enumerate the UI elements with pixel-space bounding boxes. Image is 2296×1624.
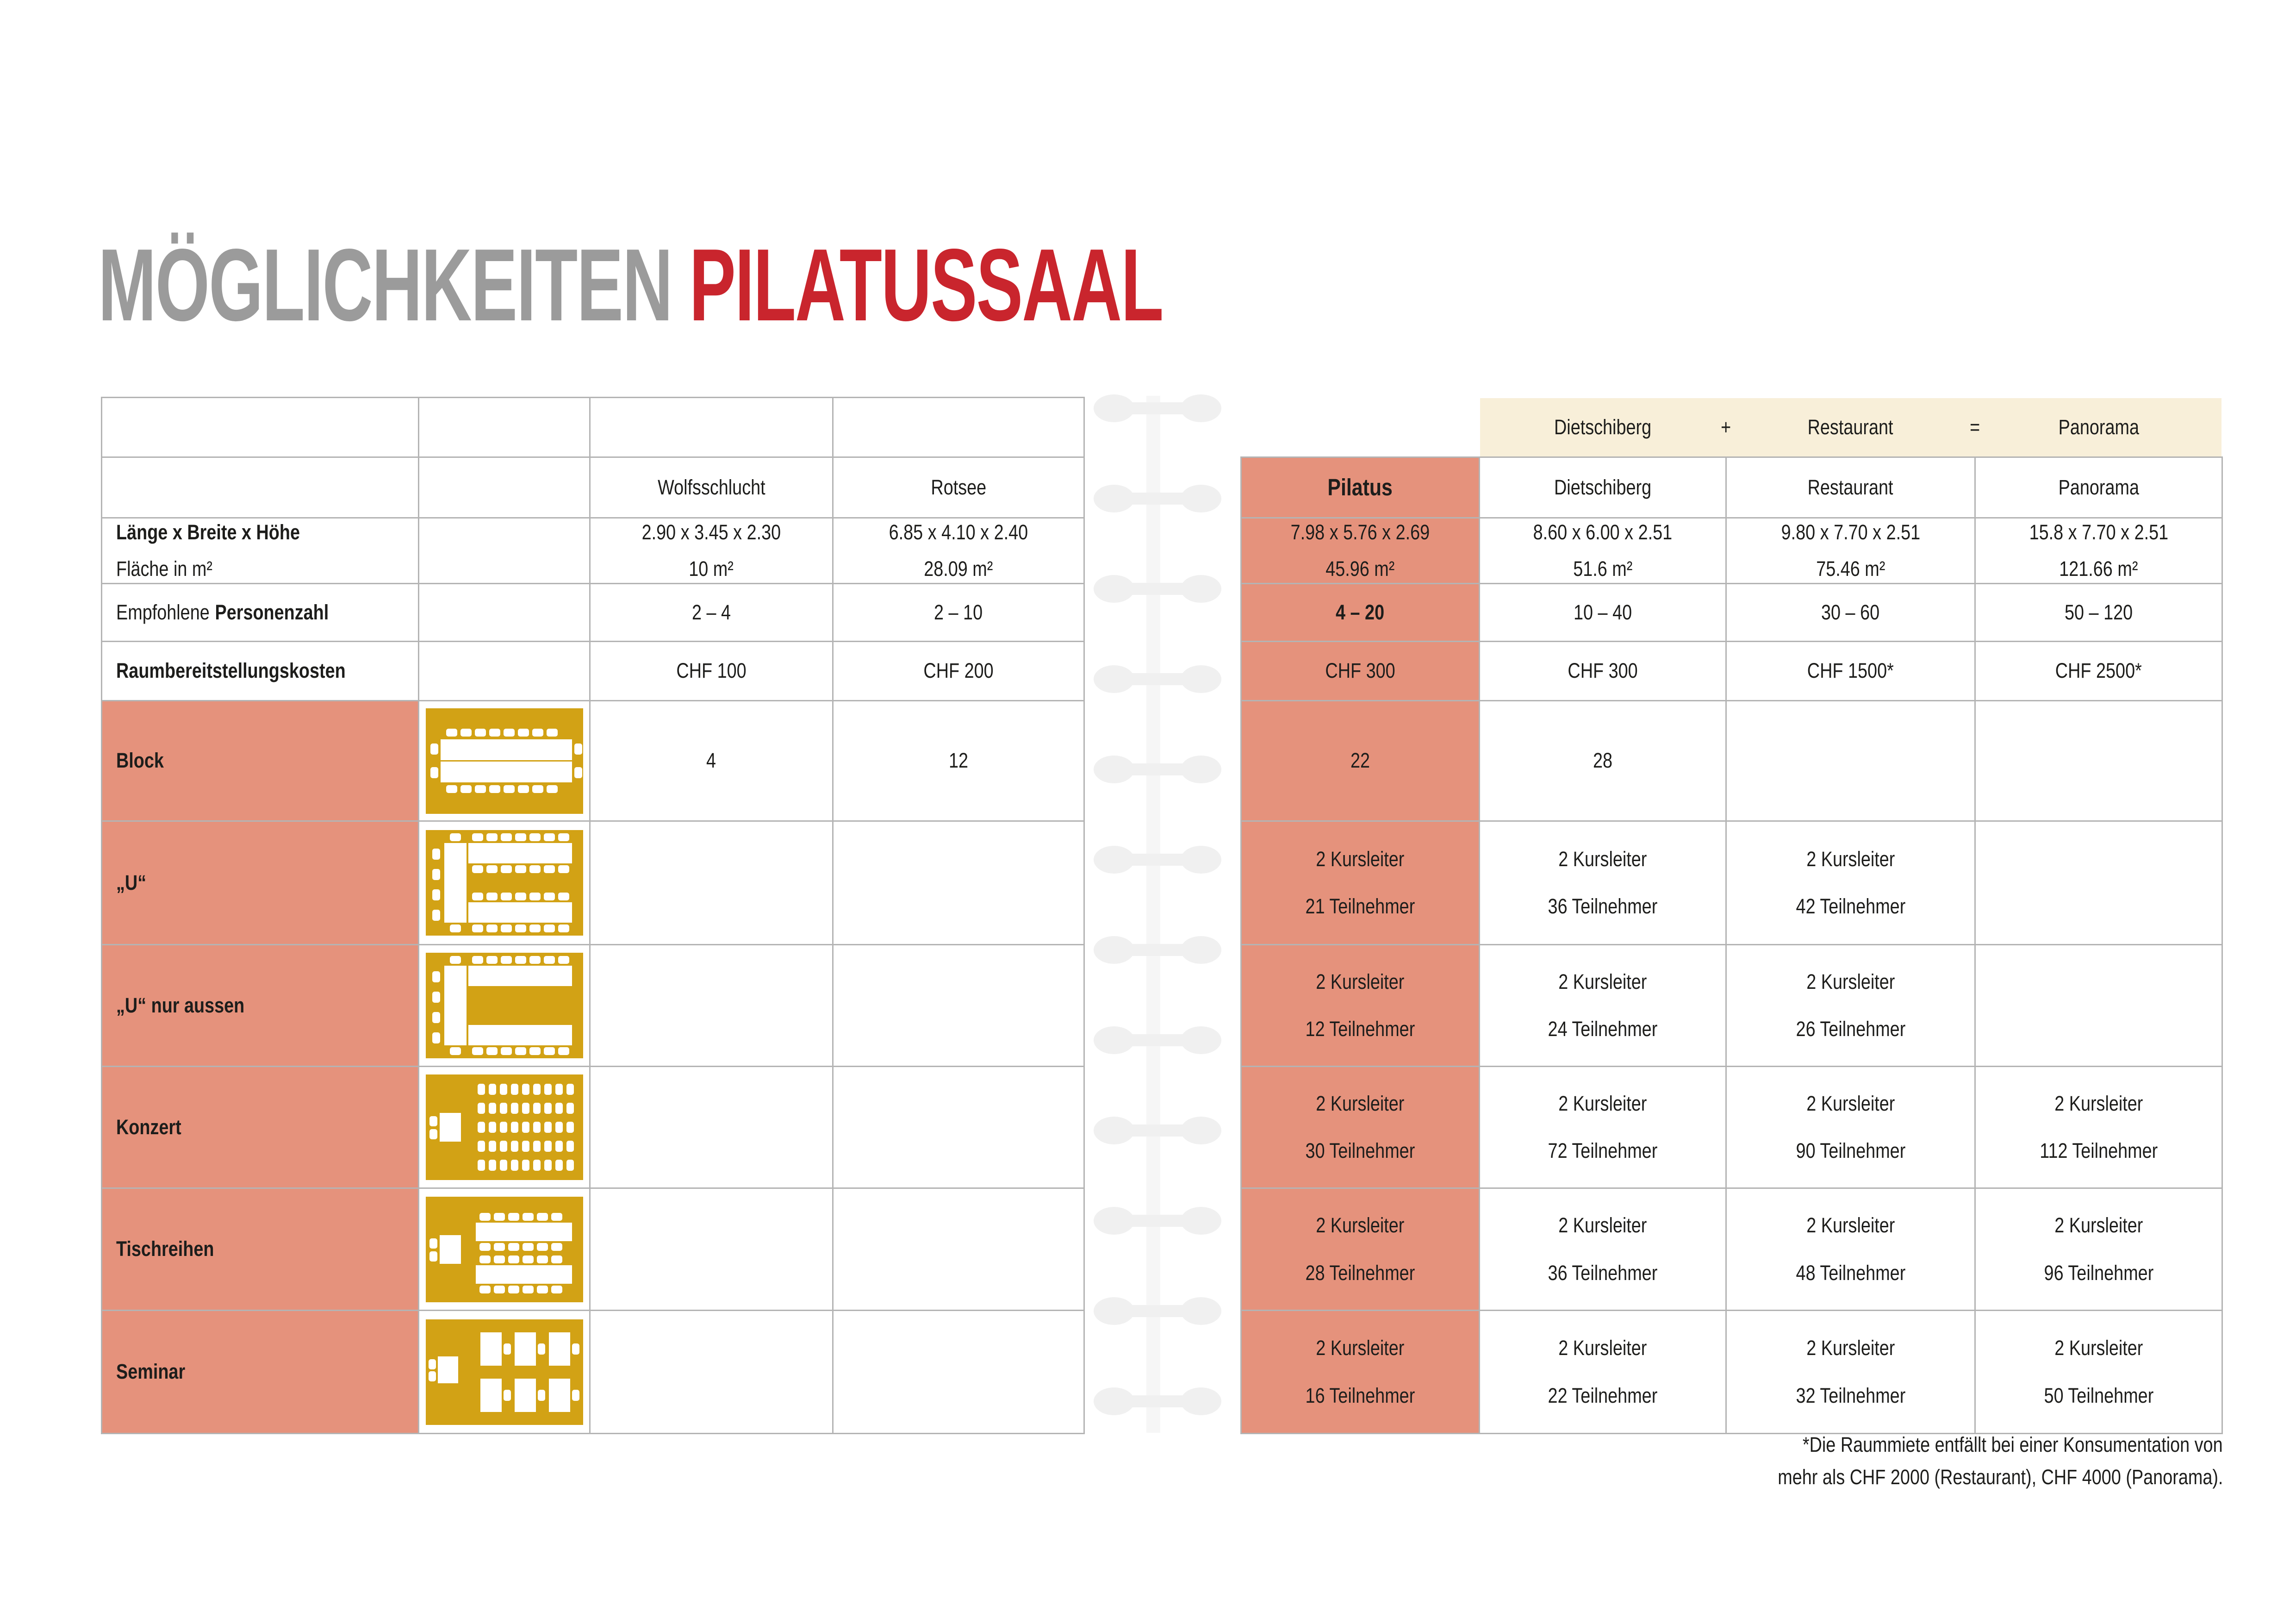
cell-pilatus-persons: 4 – 20 <box>1242 584 1479 641</box>
footnote: *Die Raummiete entfällt bei einer Konsumentation von mehr als CHF 2000 (Restaurant), CHF 4000 (Panorama). <box>1777 1433 2223 1489</box>
icon-cell-u-aussen <box>419 945 589 1066</box>
small-rooms-table <box>101 397 1085 1434</box>
cell-restaurant-dimensions: 9.80 x 7.70 x 2.51 75.46 m² <box>1727 518 1974 583</box>
icon-cell-block <box>419 701 589 820</box>
cell-dietschiberg-u-aussen: 2 Kursleiter 24 Teilnehmer <box>1480 945 1725 1066</box>
row-label-block: Block <box>102 701 418 820</box>
cell-panorama-u <box>1976 822 2221 944</box>
cell-rotsee-cost: CHF 200 <box>834 642 1083 700</box>
cell-rotsee-tischreihen <box>834 1189 1083 1310</box>
seminar-seating-icon <box>426 1319 583 1425</box>
cell-dietschiberg-block: 28 <box>1480 701 1725 820</box>
cell-rotsee-block: 12 <box>834 701 1083 820</box>
cell-wolfsschlucht-cost: CHF 100 <box>591 642 832 700</box>
cell-panorama-konzert: 2 Kursleiter 112 Teilnehmer <box>1976 1067 2221 1187</box>
row-label-u: „U“ <box>102 822 418 944</box>
cell-panorama-tischreihen: 2 Kursleiter 96 Teilnehmer <box>1976 1189 2221 1310</box>
row-label-persons: Empfohlene Personenzahl <box>102 584 418 641</box>
cell-wolfsschlucht-seminar <box>591 1311 832 1433</box>
cell-restaurant-seminar: 2 Kursleiter 32 Teilnehmer <box>1727 1311 1974 1433</box>
page-title-red: PILATUSSAAL <box>689 228 1163 343</box>
cell-restaurant-cost: CHF 1500* <box>1727 642 1974 700</box>
cell-pilatus-dimensions: 7.98 x 5.76 x 2.69 45.96 m² <box>1242 518 1479 583</box>
cell-pilatus-seminar: 2 Kursleiter 16 Teilnehmer <box>1242 1311 1479 1433</box>
cell-wolfsschlucht-u <box>591 822 832 944</box>
cell-pilatus-u: 2 Kursleiter 21 Teilnehmer <box>1242 822 1479 944</box>
cell-panorama-persons: 50 – 120 <box>1976 584 2221 641</box>
cell-dietschiberg-konzert: 2 Kursleiter 72 Teilnehmer <box>1480 1067 1725 1187</box>
col-header-pilatus: Pilatus <box>1242 458 1479 517</box>
table-rows-seating-icon <box>426 1197 583 1302</box>
cell-restaurant-block <box>1727 701 1974 820</box>
cell-restaurant-u-aussen: 2 Kursleiter 26 Teilnehmer <box>1727 945 1974 1066</box>
cell-pilatus-u-aussen: 2 Kursleiter 12 Teilnehmer <box>1242 945 1479 1066</box>
pilatus-table-grid <box>1240 456 2223 1434</box>
combination-header-band <box>1480 398 2221 456</box>
plus-sign: + <box>1721 415 1731 439</box>
cell-restaurant-konzert: 2 Kursleiter 90 Teilnehmer <box>1727 1067 1974 1187</box>
cell-dietschiberg-tischreihen: 2 Kursleiter 36 Teilnehmer <box>1480 1189 1725 1310</box>
row-label-cost: Raumbereitstellungskosten <box>102 642 418 700</box>
empty-cell <box>102 458 418 517</box>
col-header-restaurant: Restaurant <box>1727 458 1974 517</box>
cell-pilatus-tischreihen: 2 Kursleiter 28 Teilnehmer <box>1242 1189 1479 1310</box>
cell-pilatus-block: 22 <box>1242 701 1479 820</box>
cell-rotsee-u-aussen <box>834 945 1083 1066</box>
empty-cell <box>419 398 589 456</box>
concert-seating-icon <box>426 1074 583 1180</box>
icon-cell-seminar <box>419 1311 589 1433</box>
cell-restaurant-u: 2 Kursleiter 42 Teilnehmer <box>1727 822 1974 944</box>
cell-panorama-u-aussen <box>1976 945 2221 1066</box>
cell-wolfsschlucht-tischreihen <box>591 1189 832 1310</box>
band-dietschiberg: Dietschiberg <box>1554 415 1652 439</box>
row-label-dimensions: Länge x Breite x Höhe Fläche in m² <box>102 518 418 583</box>
cell-wolfsschlucht-persons: 2 – 4 <box>591 584 832 641</box>
cell-restaurant-persons: 30 – 60 <box>1727 584 1974 641</box>
cell-rotsee-konzert <box>834 1067 1083 1187</box>
band-panorama: Panorama <box>2058 415 2139 439</box>
page-title <box>98 228 1163 343</box>
row-label-konzert: Konzert <box>102 1067 418 1187</box>
icon-cell-tischreihen <box>419 1189 589 1310</box>
block-seating-icon <box>426 708 583 814</box>
cell-pilatus-cost: CHF 300 <box>1242 642 1479 700</box>
cell-rotsee-dimensions: 6.85 x 4.10 x 2.40 28.09 m² <box>834 518 1083 583</box>
pilatus-table <box>1240 397 2223 1434</box>
cell-wolfsschlucht-konzert <box>591 1067 832 1187</box>
row-label-u-aussen: „U“ nur aussen <box>102 945 418 1066</box>
row-label-tischreihen: Tischreihen <box>102 1189 418 1310</box>
row-label-seminar: Seminar <box>102 1311 418 1433</box>
cell-pilatus-konzert: 2 Kursleiter 30 Teilnehmer <box>1242 1067 1479 1187</box>
cell-panorama-dimensions: 15.8 x 7.70 x 2.51 121.66 m² <box>1976 518 2221 583</box>
empty-cell <box>834 398 1083 456</box>
cell-panorama-cost: CHF 2500* <box>1976 642 2221 700</box>
cell-rotsee-u <box>834 822 1083 944</box>
spiral-binding-graphic <box>1090 391 1229 1437</box>
cell-wolfsschlucht-u-aussen <box>591 945 832 1066</box>
cell-panorama-block <box>1976 701 2221 820</box>
empty-cell <box>102 398 418 456</box>
page-title-gray: MÖGLICHKEITEN <box>98 228 672 343</box>
empty-cell <box>419 584 589 641</box>
u-shape-outside-seating-icon <box>426 953 583 1058</box>
cell-rotsee-persons: 2 – 10 <box>834 584 1083 641</box>
col-header-rotsee: Rotsee <box>834 458 1083 517</box>
band-restaurant: Restaurant <box>1808 415 1893 439</box>
cell-wolfsschlucht-dimensions: 2.90 x 3.45 x 2.30 10 m² <box>591 518 832 583</box>
empty-cell <box>419 642 589 700</box>
equals-sign: = <box>1970 415 1980 439</box>
cell-restaurant-tischreihen: 2 Kursleiter 48 Teilnehmer <box>1727 1189 1974 1310</box>
cell-dietschiberg-persons: 10 – 40 <box>1480 584 1725 641</box>
col-header-panorama: Panorama <box>1976 458 2221 517</box>
cell-dietschiberg-seminar: 2 Kursleiter 22 Teilnehmer <box>1480 1311 1725 1433</box>
cell-wolfsschlucht-block: 4 <box>591 701 832 820</box>
icon-cell-u <box>419 822 589 944</box>
cell-dietschiberg-cost: CHF 300 <box>1480 642 1725 700</box>
col-header-wolfsschlucht: Wolfsschlucht <box>591 458 832 517</box>
empty-cell <box>591 398 832 456</box>
cell-panorama-seminar: 2 Kursleiter 50 Teilnehmer <box>1976 1311 2221 1433</box>
cell-rotsee-seminar <box>834 1311 1083 1433</box>
empty-cell <box>419 518 589 583</box>
u-shape-seating-icon <box>426 830 583 936</box>
cell-dietschiberg-dimensions: 8.60 x 6.00 x 2.51 51.6 m² <box>1480 518 1725 583</box>
cell-dietschiberg-u: 2 Kursleiter 36 Teilnehmer <box>1480 822 1725 944</box>
col-header-dietschiberg: Dietschiberg <box>1480 458 1725 517</box>
icon-cell-konzert <box>419 1067 589 1187</box>
empty-cell <box>419 458 589 517</box>
